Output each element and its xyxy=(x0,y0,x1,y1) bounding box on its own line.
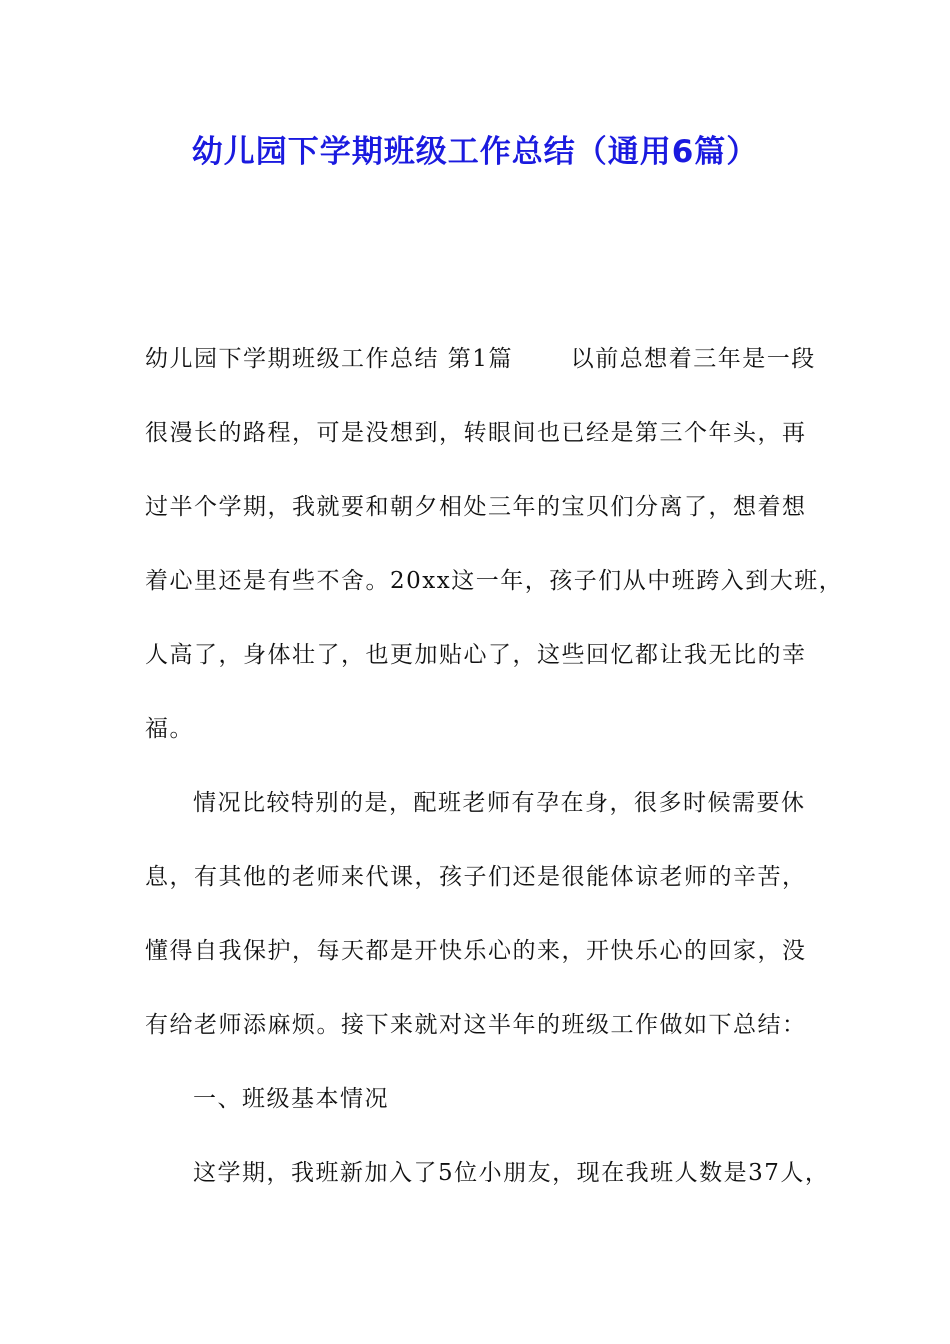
body-line: 很漫长的路程，可是没想到，转眼间也已经是第三个年头，再 xyxy=(145,420,807,446)
body-line: 情况比较特别的是，配班老师有孕在身，很多时候需要休 xyxy=(193,790,806,816)
document-title: 幼儿园下学期班级工作总结（通用6篇） xyxy=(191,134,759,170)
body-line: 福。 xyxy=(145,716,194,742)
body-line: 着心里还是有些不舍。20xx这一年，孩子们从中班跨入到大班， xyxy=(145,568,844,594)
body-line: 懂得自我保护，每天都是开快乐心的来，开快乐心的回家，没 xyxy=(145,938,807,964)
body-line: 这学期，我班新加入了5位小朋友，现在我班人数是37人， xyxy=(193,1160,830,1186)
body-line: 幼儿园下学期班级工作总结 第1篇 以前总想着三年是一段 xyxy=(145,346,816,372)
body-line: 人高了，身体壮了，也更加贴心了，这些回忆都让我无比的幸 xyxy=(145,642,807,668)
document-body xyxy=(145,322,844,1210)
section-heading: 一、班级基本情况 xyxy=(193,1086,389,1112)
body-line: 息，有其他的老师来代课，孩子们还是很能体谅老师的辛苦， xyxy=(145,864,807,890)
body-line: 有给老师添麻烦。接下来就对这半年的班级工作做如下总结： xyxy=(145,1012,807,1038)
body-line: 过半个学期，我就要和朝夕相处三年的宝贝们分离了，想着想 xyxy=(145,494,807,520)
